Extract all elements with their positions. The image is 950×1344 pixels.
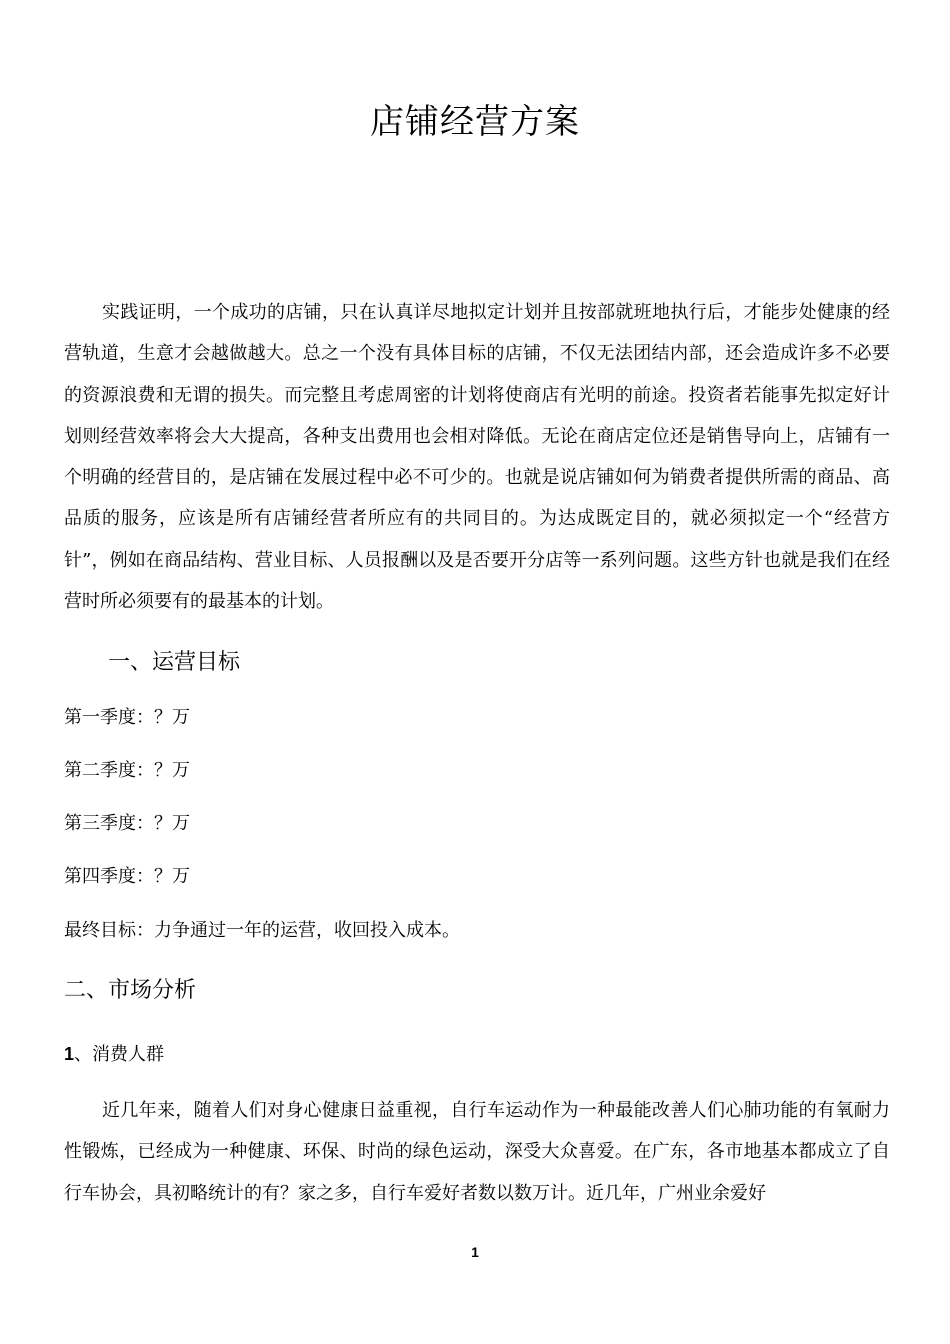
consumers-paragraph: 近几年来，随着人们对身心健康日益重视，自行车运动作为一种最能改善人们心肺功能的有氧耐力性锻炼，已经成为一种健康、环保、时尚的绿色运动，深受大众喜爱。在广东，各市地基本都成立了自行车协会，具初略统计的有？家之多，自行车爱好者数以数万计。近几年，广州业余爱好 — [64, 1100, 890, 1204]
document-title: 店铺经营方案 — [370, 102, 580, 142]
goal-q1: 第一季度：？万 — [64, 707, 190, 728]
subsection-heading-consumers — [64, 1040, 164, 1069]
section-heading-market-analysis: 二、市场分析 — [64, 978, 197, 1003]
subsection-title: 、消费人群 — [74, 1044, 165, 1065]
goal-q4: 第四季度：？万 — [64, 866, 190, 887]
goal-q2: 第二季度：？万 — [64, 760, 190, 781]
section-heading-operating-goals: 一、运营目标 — [108, 650, 241, 675]
subsection-number: 1 — [64, 1044, 75, 1064]
goal-final: 最终目标：力争通过一年的运营，收回投入成本。 — [64, 920, 460, 941]
intro-paragraph: 实践证明，一个成功的店铺，只在认真详尽地拟定计划并且按部就班地执行后，才能步处健康的经营轨道，生意才会越做越大。总之一个没有具体目标的店铺，不仅无法团结内部，还会造成许多不必要的资源浪费和无谓的损失。而完整且考虑周密的计划将使商店有光明的前途。投资者若能事先拟定好计划则经营效率将会大大提高，各种支出费用也会相对降低。无论在商店定位还是销售导向上，店铺有一个明确的经营目的，是店铺在发展过程中必不可少的。也就是说店铺如何为销费者提供所需的商品、高品质的服务，应该是所有店铺经营者所应有的共同目的。为达成既定目的，就必须拟定一个“经营方针”，例如在商品结构、营业目标、人员报酬以及是否要开分店等一系列问题。这些方针也就是我们在经营时所必须要有的最基本的计划。 — [64, 302, 890, 613]
goal-q3: 第三季度：？万 — [64, 813, 190, 834]
page-number: 1 — [471, 1244, 479, 1260]
